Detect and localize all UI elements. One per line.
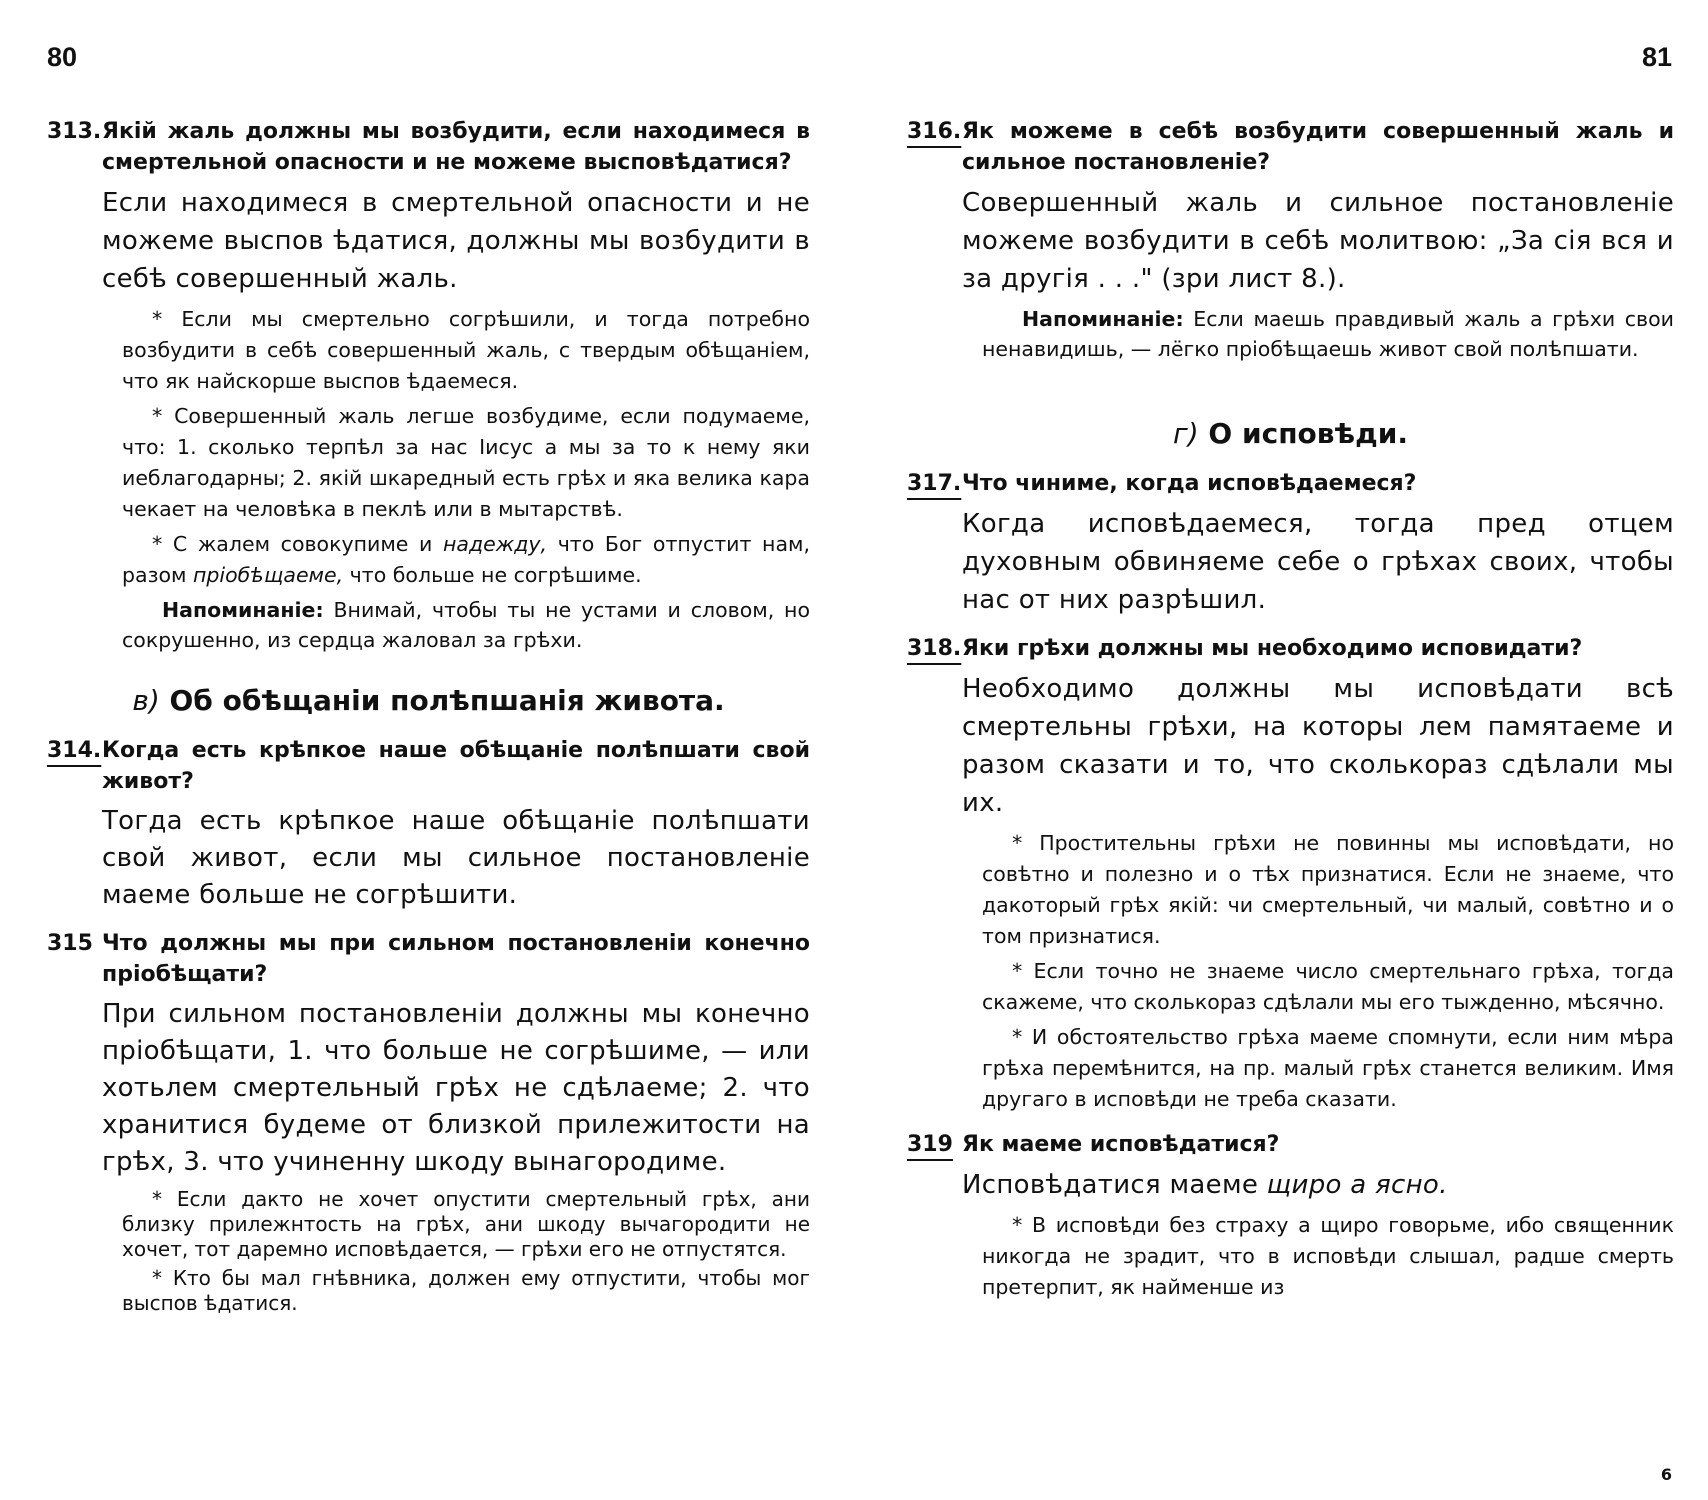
page-number-right: 81	[1641, 42, 1672, 72]
note-318-2: * Если точно не знаеме число смертельнаго грѣха, тогда скажеме, что сколькораз сдѣлали мы его тыжденно, мѣсячно.	[982, 959, 1674, 1014]
question-number: 315	[47, 931, 93, 956]
note-315-1: * Если дакто не хочет опустити смертельный грѣх, ани близку прилежнтость на грѣх, ани шкоду вычагородити не хочет, тот даремно исповѣдается, — грѣхи его не отпустятся.	[122, 1187, 810, 1261]
question-text: Что должны мы при сильном постановленіи конечно пріобѣщати?	[102, 931, 810, 987]
question-text: Якій жаль должны мы возбудити, если находимеся в смертельной опасности и не можеме высповѣдатися?	[102, 119, 810, 175]
section-heading-v: в) Об обѣщаніи полѣпшанія живота.	[132, 684, 725, 717]
answer-313: Если находимеся в смертельной опасности и не можеме выспов ѣдатися, должны мы возбудити в себѣ совершенный жаль.	[102, 188, 810, 294]
question-number: 317.	[907, 471, 962, 496]
question-number: 314.	[47, 738, 102, 763]
question-315	[47, 928, 810, 990]
question-318	[907, 633, 1674, 664]
question-text: Як можеме в себѣ возбудити совершенный жаль и сильное постановленіе?	[962, 119, 1674, 175]
question-313	[47, 116, 810, 178]
question-number: 318.	[907, 636, 962, 661]
note-313-3: * С жалем совокупиме и надежду, что Бог отпустит нам, разом пріобѣщаеме, что больше не согрѣшиме.	[122, 532, 811, 587]
remark-316: Напоминаніе: Если маешь правдивый жаль а грѣхи свои ненавидишь, — лёгко пріобѣщаешь живот свой полѣпшати.	[982, 307, 1674, 361]
note-315-2: * Кто бы мал гнѣвника, должен ему отпустити, чтобы мог выспов ѣдатися.	[122, 1266, 810, 1315]
question-317	[907, 468, 1674, 499]
note-319-1: * В исповѣди без страху а щиро говорьме, ибо священник никогда не зрадит, что в исповѣди слышал, радше смерть претерпит, як найменше из	[982, 1213, 1674, 1299]
question-319	[907, 1129, 1674, 1160]
question-number: 316.	[907, 119, 962, 144]
question-text: Что чиниме, когда исповѣдаемеся?	[962, 471, 1417, 496]
signature-mark: 6	[1660, 1465, 1672, 1484]
question-number: 313.	[47, 119, 102, 144]
question-text: Когда есть крѣпкое наше обѣщаніе полѣпшати свой живот?	[102, 738, 810, 794]
answer-318: Необходимо должны мы исповѣдати всѣ смертельны грѣхи, на которы лем памятаеме и разом сказати и то, что сколькораз сдѣлали мы их.	[962, 674, 1674, 818]
answer-316: Совершенный жаль и сильное постановленіе можеме возбудити в себѣ молитвою: „За сія вся и за другія . . ." (зри лист 8.).	[962, 188, 1674, 294]
answer-319: Исповѣдатися маеме щиро а ясно.	[962, 1170, 1448, 1200]
question-number: 319	[907, 1132, 953, 1157]
question-text: Яки грѣхи должны мы необходимо исповидати?	[962, 636, 1583, 661]
note-313-2: * Совершенный жаль легше возбудиме, если подумаеме, что: 1. сколько терпѣл за нас Іисус а мы за то к нему яки иеблагодарны; 2. якій шкаредный есть грѣх и яка велика кара чекает на человѣка в пеклѣ или в мытарствѣ.	[122, 404, 810, 521]
note-318-3: * И обстоятельство грѣха маеме спомнути, если ним мѣра грѣха перемѣнится, на пр. малый грѣх станется великим. Имя другаго в исповѣди не треба сказати.	[982, 1025, 1674, 1111]
note-313-1: * Если мы смертельно согрѣшили, и тогда потребно возбудити в себѣ совершенный жаль, с твердым обѣщаніем, что як найскорше выспов ѣдаемеся.	[122, 307, 810, 393]
note-318-1: * Простительны грѣхи не повинны мы исповѣдати, но совѣтно и полезно и о тѣх признатися. Если не знаеме, что дакоторый грѣх якій: чи смертельный, чи малый, совѣтно и о том признатися.	[982, 831, 1674, 948]
question-314	[47, 735, 810, 797]
answer-315: При сильном постановленіи должны мы конечно пріобѣщати, 1. что больше не согрѣшиме, — или хотьлем смертельный грѣх не сдѣлаеме; 2. что хранитися будеме от близкой прилежитости на грѣх, 3. что учиненну шкоду вынагородиме.	[102, 999, 810, 1177]
page-number-left: 80	[47, 42, 78, 72]
left-column	[47, 116, 810, 1316]
right-page	[854, 0, 1708, 1500]
section-heading-g: г) О исповѣди.	[1173, 417, 1408, 450]
question-text: Як маеме исповѣдатися?	[962, 1132, 1280, 1157]
right-column	[907, 116, 1674, 1303]
answer-317: Когда исповѣдаемеся, тогда пред отцем духовным обвиняеме себе о грѣхах своих, чтобы нас от них разрѣшил.	[962, 509, 1674, 615]
answer-314: Тогда есть крѣпкое наше обѣщаніе полѣпшати свой живот, если мы сильное постановленіе маеме больше не согрѣшити.	[102, 806, 810, 910]
remark-313: Напоминаніе: Внимай, чтобы ты не устами и словом, но сокрушенно, из сердца жаловал за грѣхи.	[122, 598, 810, 652]
question-316	[907, 116, 1674, 178]
